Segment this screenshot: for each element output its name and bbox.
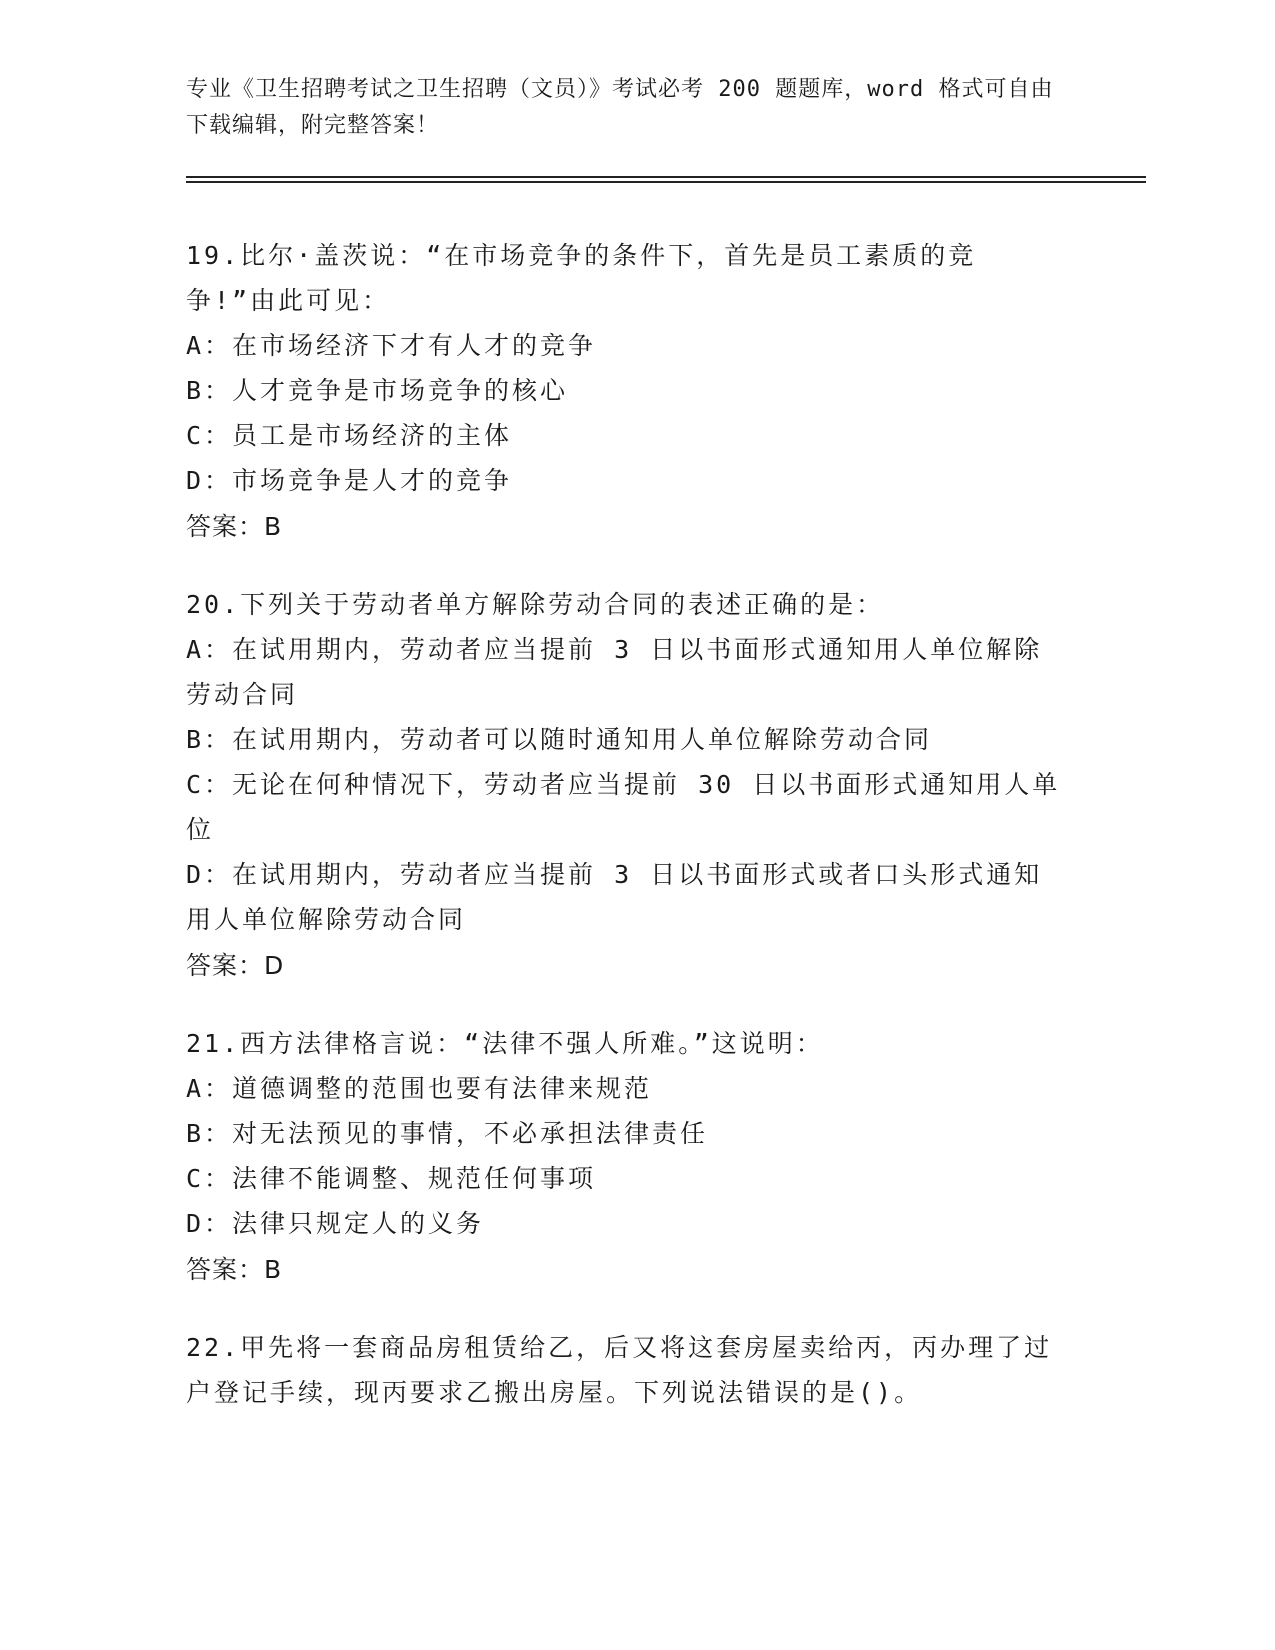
question-stem: 22.甲先将一套商品房租赁给乙，后又将这套房屋卖给丙，丙办理了过户登记手续，现丙要求乙搬出房屋。下列说法错误的是()。 <box>186 1333 1053 1407</box>
question-21 <box>186 1021 1066 1293</box>
option-b: B：对无法预见的事情，不必承担法律责任 <box>186 1119 709 1148</box>
question-stem: 20.下列关于劳动者单方解除劳动合同的表述正确的是： <box>186 590 885 619</box>
question-20 <box>186 582 1066 989</box>
answer-label: 答案： <box>186 512 265 541</box>
question-22 <box>186 1325 1066 1415</box>
option-b: B：在试用期内，劳动者可以随时通知用人单位解除劳动合同 <box>186 725 933 754</box>
header-divider-top <box>186 176 1146 178</box>
option-a: A：道德调整的范围也要有法律来规范 <box>186 1074 653 1103</box>
question-stem: 21.西方法律格言说：“法律不强人所难。”这说明： <box>186 1029 824 1058</box>
option-d: D：法律只规定人的义务 <box>186 1209 485 1238</box>
answer-line <box>186 942 1066 989</box>
answer-line <box>186 1246 1066 1293</box>
answer-label: 答案： <box>186 951 265 980</box>
option-c: C：员工是市场经济的主体 <box>186 421 513 450</box>
option-a: A：在市场经济下才有人才的竞争 <box>186 331 597 360</box>
question-19 <box>186 233 1066 550</box>
answer-value: D <box>264 951 285 980</box>
answer-value: B <box>264 512 283 541</box>
option-c: C：无论在何种情况下，劳动者应当提前 30 日以书面形式通知用人单位 <box>186 770 1061 844</box>
option-d: D：市场竞争是人才的竞争 <box>186 466 513 495</box>
option-b: B：人才竞争是市场竞争的核心 <box>186 376 569 405</box>
header-divider-bottom <box>186 181 1146 183</box>
question-list <box>186 233 1066 1447</box>
option-d: D：在试用期内，劳动者应当提前 3 日以书面形式或者口头形式通知用人单位解除劳动合同 <box>186 860 1043 934</box>
question-stem: 19.比尔·盖茨说：“在市场竞争的条件下，首先是员工素质的竞争!”由此可见： <box>186 241 977 315</box>
answer-label: 答案： <box>186 1255 265 1284</box>
option-c: C：法律不能调整、规范任何事项 <box>186 1164 597 1193</box>
option-a: A：在试用期内，劳动者应当提前 3 日以书面形式通知用人单位解除劳动合同 <box>186 635 1043 709</box>
answer-value: B <box>264 1255 283 1284</box>
document-header: 专业《卫生招聘考试之卫生招聘（文员）》考试必考 200 题题库，word 格式可自由下载编辑，附完整答案！ <box>186 77 1054 138</box>
answer-line <box>186 503 1066 550</box>
